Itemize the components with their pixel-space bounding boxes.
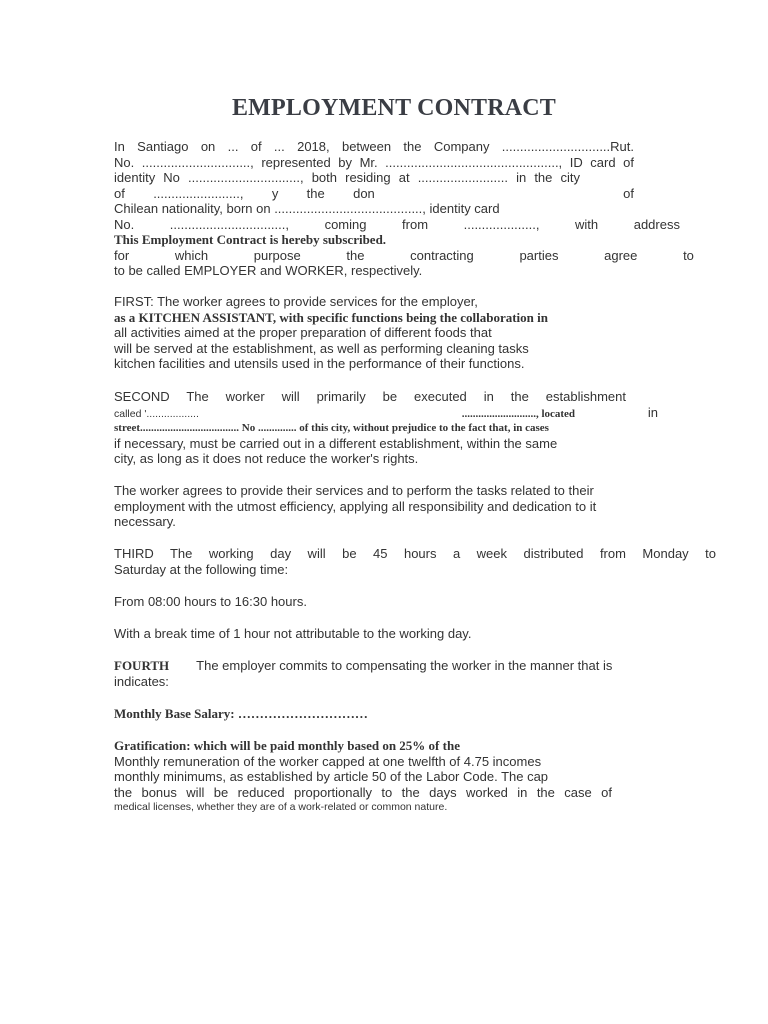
first-clause: [114, 294, 634, 372]
second-line-3: street.................................... No .............. of this city, without prejudice to the fact that, in cases: [114, 421, 549, 434]
gratification-paragraph: [114, 738, 612, 814]
break-line: With a break time of 1 hour not attributable to the working day.: [114, 626, 472, 641]
agree-line-3: necessary.: [114, 514, 176, 529]
grat-line-3: monthly minimums, as established by article 50 of the Labor Code. The cap: [114, 769, 549, 784]
grat-line-5: medical licenses, whether they are of a work-related or common nature.: [114, 801, 448, 813]
intro-line-6: No. ................................, coming from ...................., with address: [114, 216, 680, 232]
fourth-line-1: FOURTH The employer commits to compensating the worker in the manner that is: [114, 658, 613, 673]
document-title: EMPLOYMENT CONTRACT: [231, 95, 557, 121]
second-clause: [114, 389, 658, 467]
first-line-1: FIRST: The worker agrees to provide services for the employer,: [114, 294, 478, 309]
third-line-2: Saturday at the following time:: [114, 561, 289, 577]
grat-line-2: Monthly remuneration of the worker capped at one twelfth of 4.75 incomes: [114, 753, 542, 769]
second-line-4: if necessary, must be carried out in a different establishment, within the same: [114, 435, 558, 451]
intro-line-7: This Employment Contract is hereby subscribed.: [114, 232, 387, 247]
hours-line: From 08:00 hours to 16:30 hours.: [114, 594, 307, 609]
second-line-1: SECOND The worker will primarily be executed in the establishment: [114, 389, 626, 404]
fourth-clause: [114, 658, 634, 689]
salary-line: Monthly Base Salary: …………………………: [114, 706, 368, 721]
intro-line-1: In Santiago on ... of ... 2018, between the Company ..............................Rut.: [114, 139, 634, 154]
hours-paragraph: [114, 594, 634, 610]
intro-paragraph: [114, 139, 694, 279]
second-line-2: called '.................. ..........................., located in: [114, 404, 658, 420]
first-line-3: all activities aimed at the proper preparation of different foods that: [114, 325, 492, 340]
intro-line-3: identity No ..............................., both residing at ......................... in the city: [114, 170, 580, 185]
agree-line-1: The worker agrees to provide their services and to perform the tasks related to their: [114, 483, 594, 498]
agreement-paragraph: [114, 483, 634, 530]
salary-paragraph: [114, 706, 634, 722]
break-paragraph: [114, 626, 634, 642]
third-line-1: THIRD The working day will be 45 hours a week distributed from Monday to: [114, 546, 716, 561]
first-line-4: will be served at the establishment, as well as performing cleaning tasks: [114, 340, 529, 356]
third-clause: [114, 546, 716, 577]
intro-line-4: of ........................, y the don of: [114, 185, 634, 201]
agree-line-2: employment with the utmost efficiency, applying all responsibility and dedication to it: [114, 498, 597, 514]
first-line-2: as a KITCHEN ASSISTANT, with specific functions being the collaboration in: [114, 309, 548, 325]
grat-line-1: Gratification: which will be paid monthly based on 25% of the: [114, 738, 460, 753]
second-line-5: city, as long as it does not reduce the worker's rights.: [114, 451, 419, 466]
fourth-label: FOURTH: [114, 658, 170, 673]
first-line-5: kitchen facilities and utensils used in the performance of their functions.: [114, 356, 525, 371]
grat-line-4: the bonus will be reduced proportionally to the days worked in the case of: [114, 784, 612, 800]
intro-line-9: to be called EMPLOYER and WORKER, respectively.: [114, 263, 423, 278]
intro-line-5: Chilean nationality, born on ........................................., identity card: [114, 201, 500, 216]
intro-line-2: No. .............................., represented by Mr. ................................................, ID card of: [114, 154, 634, 170]
intro-line-8: for which purpose the contracting parties agree to: [114, 247, 694, 263]
fourth-line-2: indicates:: [114, 673, 169, 689]
